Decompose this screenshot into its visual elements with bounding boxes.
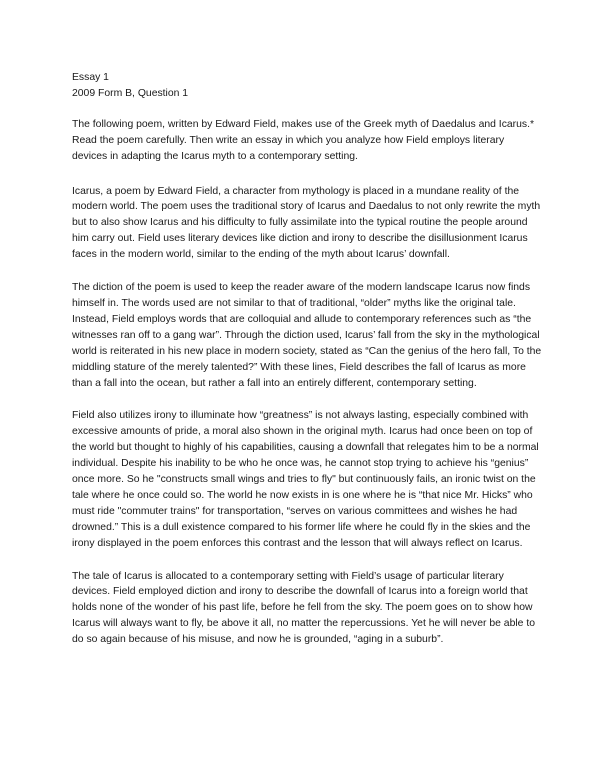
essay-page [72,70,542,648]
essay-title: Essay 1 [72,72,109,83]
paragraph-irony: Field also utilizes irony to illuminate how “greatness” is not always lasting, especially combined with excessive amounts of pride, a moral also shown in the original myth. Icarus had once been on top of the world but thought to highly of his capabilities, causing a downfall that relegates him to be a normal individual. Despite his inability to be who he once was, he cannot stop trying to achieve his “genius” once more. So he "constructs small wings and tries to fly" but continuously fails, an ironic twist on the tale where he once could so. The world he now exists in is one where he is “that nice Mr. Hicks” who must ride "commuter trains" for transportation, “serves on various committees and wishes he had drowned.” This is a dull existence compared to his former life where he could fly in the skies and the irony displayed in the poem enforces this contrast and the lesson that will always reflect on Icarus. [72,410,539,549]
paragraph-introduction: Icarus, a poem by Edward Field, a character from mythology is placed in a mundane reality of the modern world. The poem uses the traditional story of Icarus and Daedalus to not only rewrite the myth but to also show Icarus and his difficulty to fully assimilate into the typical routine the people around him carry out. Field uses literary devices like diction and irony to describe the disillusionment Icarus faces in the modern world, similar to the ending of the myth about Icarus’ downfall. [72,185,541,261]
paragraph-diction: The diction of the poem is used to keep the reader aware of the modern landscape Icarus now finds himself in. The words used are not similar to that of traditional, “older” myths like the original tale. Instead, Field employs words that are colloquial and allude to contemporary references such as “the witnesses ran off to a gang war”. Through the diction used, Icarus’ fall from the sky in the mythological world is reiterated in his new place in modern society, stated as “Can the genius of the hero fall, To the middling stature of the merely talented?” With these lines, Field describes the fall of Icarus as more than a fall into the ocean, but rather a fall into an entirely different, contemporary setting. [72,282,542,389]
essay-subtitle: 2009 Form B, Question 1 [72,87,189,99]
essay-prompt: The following poem, written by Edward Field, makes use of the Greek myth of Daedalus and Icarus.* Read the poem carefully. Then write an essay in which you analyze how Field employs literary devices in adapting the Icarus myth to a contemporary setting. [72,118,535,162]
paragraph-conclusion: The tale of Icarus is allocated to a contemporary setting with Field’s usage of particular literary devices. Field employed diction and irony to describe the downfall of Icarus into a foreign world that holds none of the wonder of his past life, before he fell from the sky. The poem goes on to show how Icarus will always want to fly, be above it all, no matter the repercussions. Yet he will never be able to do so again because of his misuse, and now he is grounded, “aging in a suburb”. [72,570,536,646]
